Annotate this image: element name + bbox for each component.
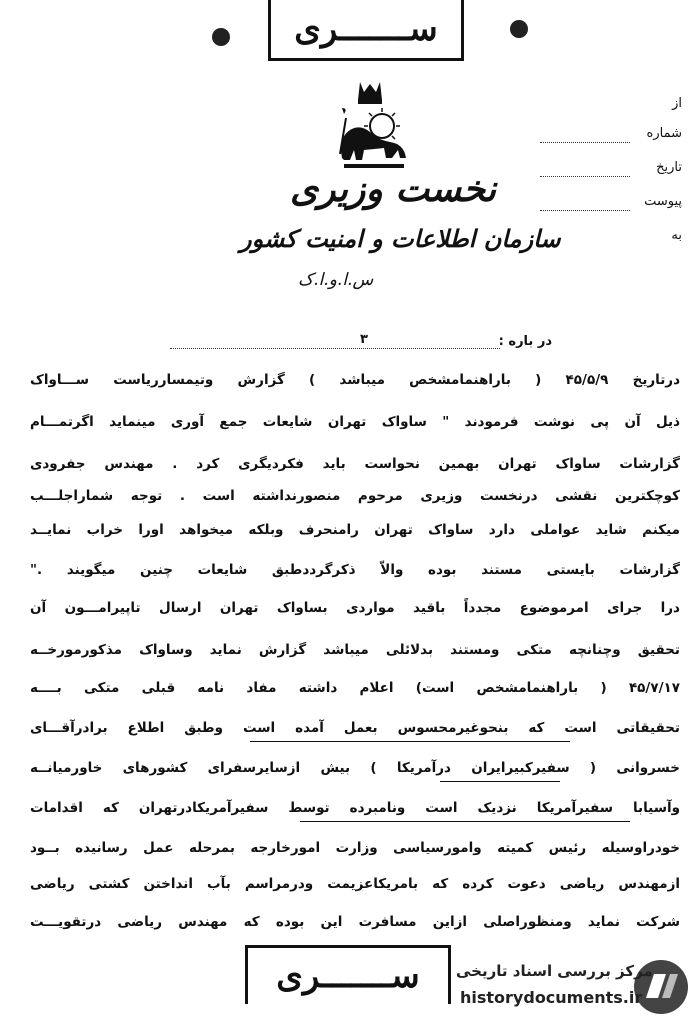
- body-line: تحقیقاتی است که بنحوغیرمحسوس بعمل آمده است وطبق اطلاع برادرآقـــای: [30, 720, 680, 736]
- body-line: خسروانی ( سفیرکبیرایران درآمریکا ) بیش ازسایرسفرای کشورهای خاورمیانــه: [30, 760, 680, 776]
- punch-hole-left: [212, 28, 230, 46]
- body-line: ذیل آن پی نوشت فرمودند " ساواک تهران شایعات جمع آوری مینماید اگرتمـــام: [30, 414, 680, 430]
- classification-stamp-text: ســـــــرى: [294, 9, 438, 49]
- watermark-title: مرکز بررسی اسناد تاریخی: [456, 962, 653, 980]
- classification-stamp-text: ســـــــرى: [276, 956, 420, 996]
- field-from-label: از: [672, 96, 682, 111]
- body-line: گزارشات بایستی مستند بوده والاّ ذکرگرددطبق شایعات چنین میگویند .": [30, 562, 680, 578]
- field-date-label: تاریخ: [656, 160, 682, 175]
- org-title: نخست وزیری: [290, 168, 497, 210]
- body-line: شرکت نماید ومنظوراصلی ازاین مسافرت این بوده که مهندس ریاضی درتقویـــت: [30, 914, 680, 930]
- field-attachment-line: [540, 210, 630, 211]
- body-line: وآسیابا سفیرآمریکا نزدیک است ونامبرده توسط سفیرآمریکادرتهران که اقدامات: [30, 800, 680, 816]
- handwritten-underline: [250, 741, 570, 742]
- handwritten-underline: [440, 781, 560, 782]
- subject-label: در باره :: [498, 334, 552, 349]
- subject-value: ۳: [360, 332, 368, 347]
- subject-line: [170, 348, 500, 349]
- body-line: گزارشات ساواک تهران بهمین نحواست باید فکردیگری کرد . مهندس جفرودی: [30, 456, 680, 472]
- org-subtitle: سازمان اطلاعات و امنیت کشور: [240, 224, 561, 253]
- body-line: ۴۵/۷/۱۷ ( باراهنمامشخص است) اعلام داشته مفاد نامه قبلی متکی بــــه: [30, 680, 680, 696]
- body-line: کوچکترین نقشی درنخست وزیری مرحوم منصورنداشته است . توجه شماراجلـــب: [30, 488, 680, 504]
- watermark-url: historydocuments.ir: [460, 988, 643, 1007]
- body-line: درتاریخ ۴۵/۵/۹ ( باراهنمامشخص میباشد ) گزارش وتیمسارریاست ســـاواک: [30, 372, 680, 388]
- field-number-label: شماره: [646, 126, 682, 141]
- handwritten-underline: [300, 821, 630, 822]
- classification-stamp-top: [268, 0, 464, 61]
- body-line: میکنم شاید عواملی دارد ساواک تهران رامنحرف وبلکه میخواهد اورا خراب نمایــد: [30, 522, 680, 538]
- classification-stamp-bottom: [245, 945, 451, 1004]
- lion-and-sun-emblem: [320, 78, 420, 173]
- org-code: س.ا.و.ا.ک: [298, 270, 374, 290]
- field-date-line: [540, 176, 630, 177]
- body-line: تحقیق وچنانچه متکی ومستند بدلائلی میباشد گزارش نماید وساواک مذکورمورخــه: [30, 642, 680, 658]
- field-to-label: به: [671, 228, 682, 243]
- body-line: درا جرای امرموضوع مجدداً باقید مواردی بساواک تهران ارسال تاپیرامـــون آن: [30, 600, 680, 616]
- body-line: ازمهندس ریاضی دعوت کرده که بامریکاعزیمت ودرمراسم بآب انداختن کشتی ریاضی: [30, 876, 680, 892]
- field-attachment-label: پیوست: [644, 194, 682, 209]
- body-line: خودراوسیله رئیس کمیته وامورسیاسی وزارت امورخارجه بمرحله عمل رسانیده بــود: [30, 840, 680, 856]
- punch-hole-right: [510, 20, 528, 38]
- field-number-line: [540, 142, 630, 143]
